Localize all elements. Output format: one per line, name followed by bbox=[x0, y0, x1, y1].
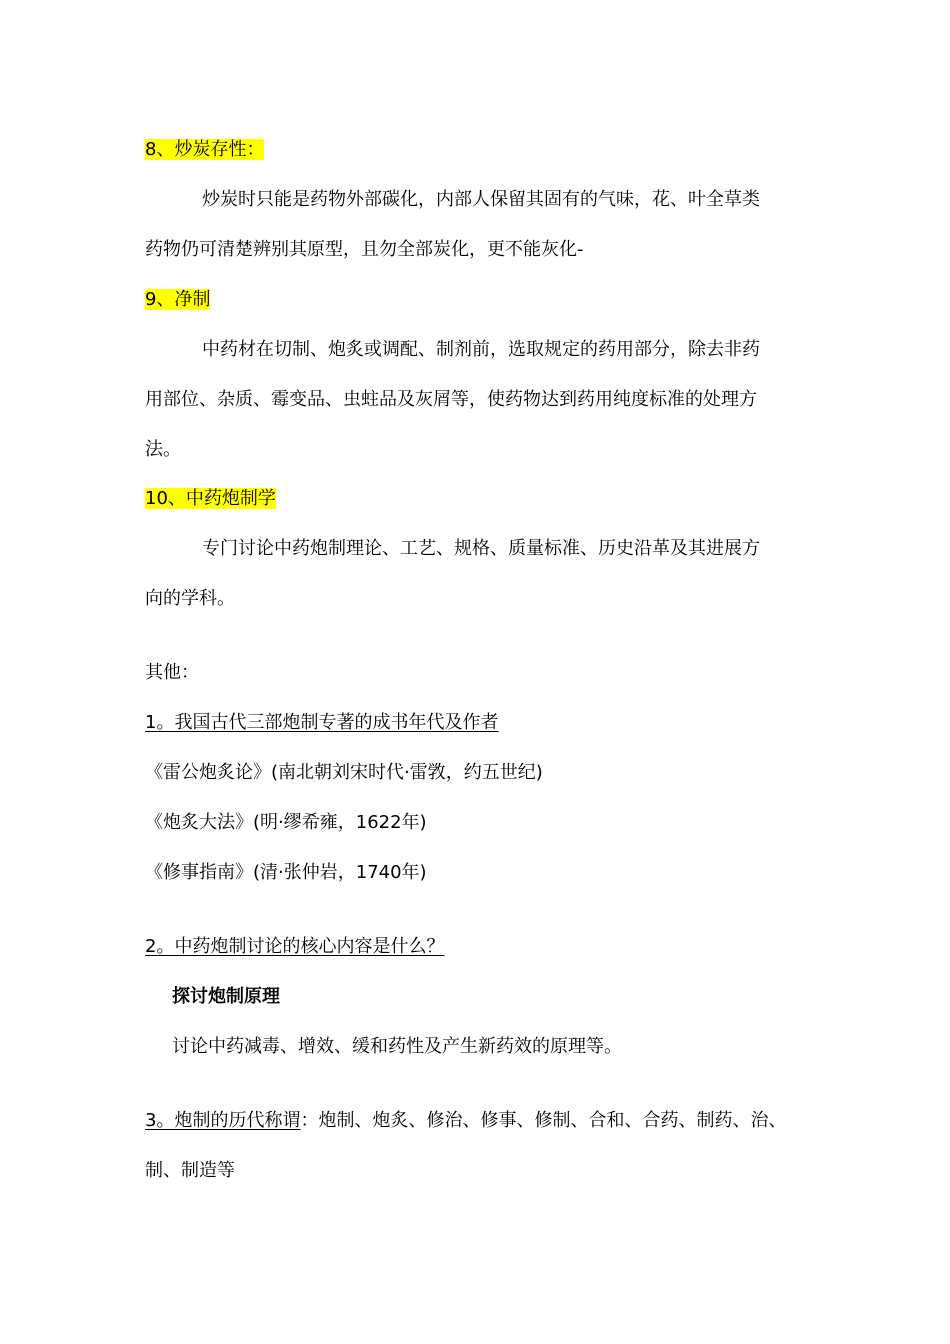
section-9-body-line-1: 中药材在切制、炮炙或调配、制剂前，选取规定的药用部分，除去非药 bbox=[202, 339, 760, 360]
section-8-body-line-2: 药物仍可清楚辨别其原型，且勿全部炭化，更不能灰化- bbox=[145, 239, 584, 260]
section-10-body-line-1: 专门讨论中药炮制理论、工艺、规格、质量标准、历史沿革及其进展方 bbox=[202, 538, 760, 559]
question-1-item-2: 《炮炙大法》(明·缪希雍，1622年) bbox=[145, 812, 427, 833]
section-9-heading bbox=[145, 287, 210, 313]
section-8-heading-text: 8、炒炭存性： bbox=[145, 139, 265, 160]
question-1-title bbox=[145, 710, 498, 736]
question-2-title bbox=[145, 934, 444, 960]
question-3-title: 3。炮制的历代称谓 bbox=[145, 1110, 301, 1131]
other-label: 其他： bbox=[145, 662, 199, 683]
section-10-heading-text: 10、中药炮制学 bbox=[145, 488, 276, 509]
section-10-heading bbox=[145, 486, 276, 512]
question-1-item-3: 《修事指南》(清·张仲岩，1740年) bbox=[145, 862, 427, 883]
section-9-body-line-3: 法。 bbox=[145, 439, 181, 460]
section-9-heading-text: 9、净制 bbox=[145, 289, 211, 310]
question-1-item-1: 《雷公炮炙论》(南北朝刘宋时代·雷敩，约五世纪) bbox=[145, 762, 543, 783]
section-9-body-line-2: 用部位、杂质、霉变品、虫蛀品及灰屑等，使药物达到药用纯度标准的处理方 bbox=[145, 389, 757, 410]
question-2-body: 讨论中药减毒、增效、缓和药性及产生新药效的原理等。 bbox=[172, 1036, 622, 1057]
question-2-subheading: 探讨炮制原理 bbox=[172, 986, 280, 1007]
question-3-answer-line-2: 制、制造等 bbox=[145, 1160, 235, 1181]
question-3-line-1 bbox=[145, 1108, 786, 1134]
section-10-body-line-2: 向的学科。 bbox=[145, 588, 235, 609]
question-1-title-text: 1。我国古代三部炮制专著的成书年代及作者 bbox=[145, 712, 499, 733]
question-3-answer-line-1: ：炮制、炮炙、修治、修事、修制、合和、合药、制药、治、 bbox=[300, 1110, 787, 1131]
section-8-body-line-1: 炒炭时只能是药物外部碳化，内部人保留其固有的气味，花、叶全草类 bbox=[202, 189, 760, 210]
section-8-heading bbox=[145, 137, 264, 163]
question-2-title-text: 2。中药炮制讨论的核心内容是什么？ bbox=[145, 936, 445, 957]
